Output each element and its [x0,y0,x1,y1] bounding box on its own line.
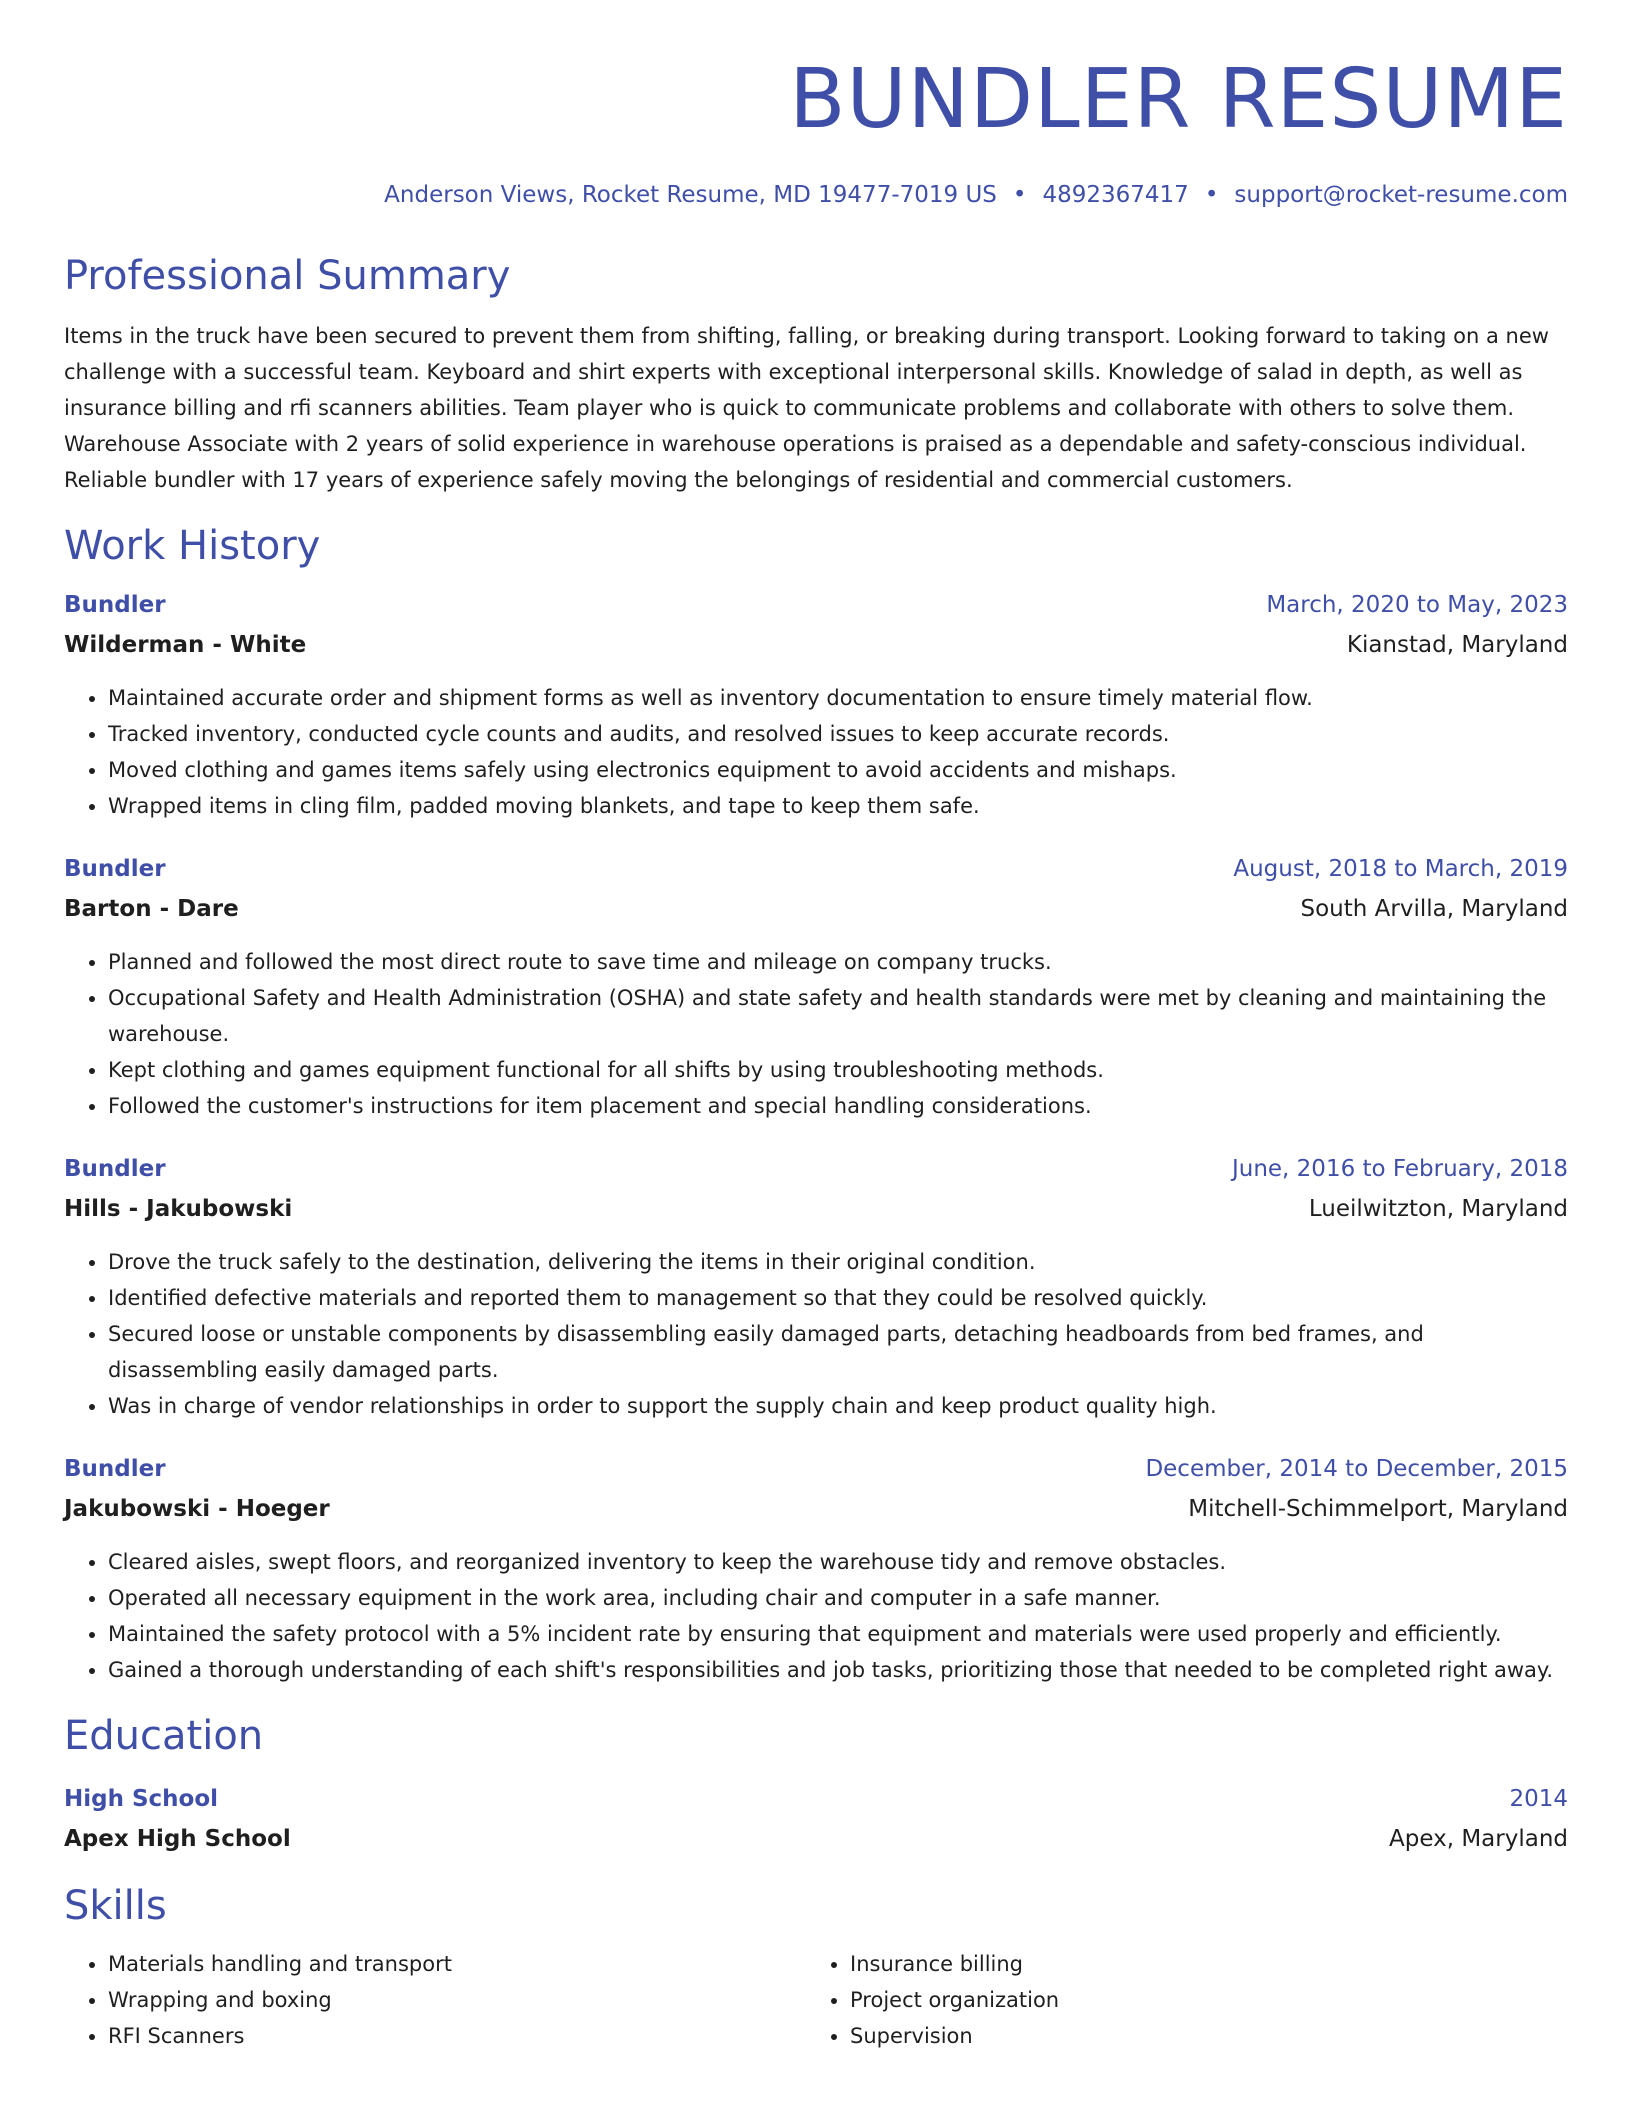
resume-name: BUNDLER RESUME [789,52,1568,147]
summary-heading: Professional Summary [64,253,511,299]
job-bullet: • Maintained the safety protocol with a 5% incident rate by ensuring that equipment and materials were used properly and efficiently. [108,1616,1568,1652]
job-bullet: • Secured loose or unstable components by disassembling easily damaged parts, detaching headboards from bed frames, and disassembling easily damaged parts. [108,1316,1568,1388]
job-bullet: • Wrapped items in cling film, padded moving blankets, and tape to keep them safe. [108,788,1568,824]
job-dates: December, 2014 to December, 2015 [1145,1456,1568,1482]
job-bullet: • Kept clothing and games equipment functional for all shifts by using troubleshooting methods. [108,1052,1568,1088]
job-company: Barton - Dare [64,896,239,922]
skills-heading: Skills [64,1883,167,1929]
job-bullet: • Gained a thorough understanding of each shift's responsibilities and job tasks, prioritizing those that needed to be completed right away. [108,1652,1568,1688]
summary-text: Items in the truck have been secured to prevent them from shifting, falling, or breaking during transport. Looking forward to taking on a new challenge with a successful team. Keyboard and shirt experts with exceptional interpersonal skills. Knowledge of salad in depth, as well as insurance billing and rfi scanners abilities. Team player who is quick to communicate problems and collaborate with others to solve them. Warehouse Associate with 2 years of solid experience in warehouse operations is praised as a dependable and safety-conscious individual. Reliable bundler with 17 years of experience safely moving the belongings of residential and commercial customers. [64,324,1549,492]
job-bullets [64,1244,1568,1424]
job-entry [64,590,1568,824]
skills-list [64,1946,1568,2054]
skill-item: • Insurance billing [850,1946,1548,1982]
skills-column-right [806,1946,1548,2054]
job-bullet: • Operated all necessary equipment in the work area, including chair and computer in a safe manner. [108,1580,1568,1616]
job-role: Bundler [64,1156,166,1182]
education-location: Apex, Maryland [1389,1826,1568,1852]
job-entry [64,854,1568,1124]
job-location: Mitchell-Schimmelport, Maryland [1188,1496,1568,1522]
contact-address: Anderson Views, Rocket Resume, MD 19477-7019 US [384,182,997,208]
work-history-heading: Work History [64,523,321,569]
job-location: South Arvilla, Maryland [1300,896,1568,922]
job-dates: June, 2016 to February, 2018 [1231,1156,1568,1182]
skill-item: • Materials handling and transport [108,1946,806,1982]
job-dates: March, 2020 to May, 2023 [1266,592,1568,618]
job-location: Lueilwitzton, Maryland [1308,1196,1568,1222]
job-bullet: • Occupational Safety and Health Administration (OSHA) and state safety and health standards were met by cleaning and maintaining the warehouse. [108,980,1568,1052]
contact-line [64,180,1568,210]
job-bullets [64,944,1568,1124]
education-year: 2014 [1509,1786,1568,1812]
contact-email: support@rocket-resume.com [1234,182,1568,208]
job-company: Wilderman - White [64,632,307,658]
job-bullet: • Moved clothing and games items safely using electronics equipment to avoid accidents and mishaps. [108,752,1568,788]
job-bullets [64,1544,1568,1688]
contact-separator: • [1012,182,1027,208]
education-school: Apex High School [64,1826,291,1852]
job-dates: August, 2018 to March, 2019 [1233,856,1568,882]
job-bullet: • Was in charge of vendor relationships in order to support the supply chain and keep product quality high. [108,1388,1568,1424]
job-role: Bundler [64,856,166,882]
job-bullet: • Maintained accurate order and shipment forms as well as inventory documentation to ensure timely material flow. [108,680,1568,716]
job-bullet: • Followed the customer's instructions for item placement and special handling considerations. [108,1088,1568,1124]
job-bullet: • Cleared aisles, swept floors, and reorganized inventory to keep the warehouse tidy and remove obstacles. [108,1544,1568,1580]
skill-item: • Project organization [850,1982,1548,2018]
job-location: Kianstad, Maryland [1346,632,1568,658]
contact-phone: 4892367417 [1042,182,1189,208]
job-role: Bundler [64,1456,166,1482]
skill-item: • Wrapping and boxing [108,1982,806,2018]
education-entry [64,1784,1568,1854]
job-role: Bundler [64,592,166,618]
education-degree: High School [64,1786,219,1812]
resume-header [64,52,1568,210]
skill-item: • RFI Scanners [108,2018,806,2054]
job-company: Jakubowski - Hoeger [64,1496,330,1522]
job-bullets [64,680,1568,824]
job-bullet: • Drove the truck safely to the destination, delivering the items in their original condition. [108,1244,1568,1280]
job-company: Hills - Jakubowski [64,1196,293,1222]
skills-column-left [64,1946,806,2054]
job-entry [64,1154,1568,1424]
job-entry [64,1454,1568,1688]
job-bullet: • Identified defective materials and reported them to management so that they could be resolved quickly. [108,1280,1568,1316]
contact-separator: • [1204,182,1219,208]
education-heading: Education [64,1713,264,1759]
skill-item: • Supervision [850,2018,1548,2054]
job-bullet: • Planned and followed the most direct route to save time and mileage on company trucks. [108,944,1568,980]
job-bullet: • Tracked inventory, conducted cycle counts and audits, and resolved issues to keep accurate records. [108,716,1568,752]
